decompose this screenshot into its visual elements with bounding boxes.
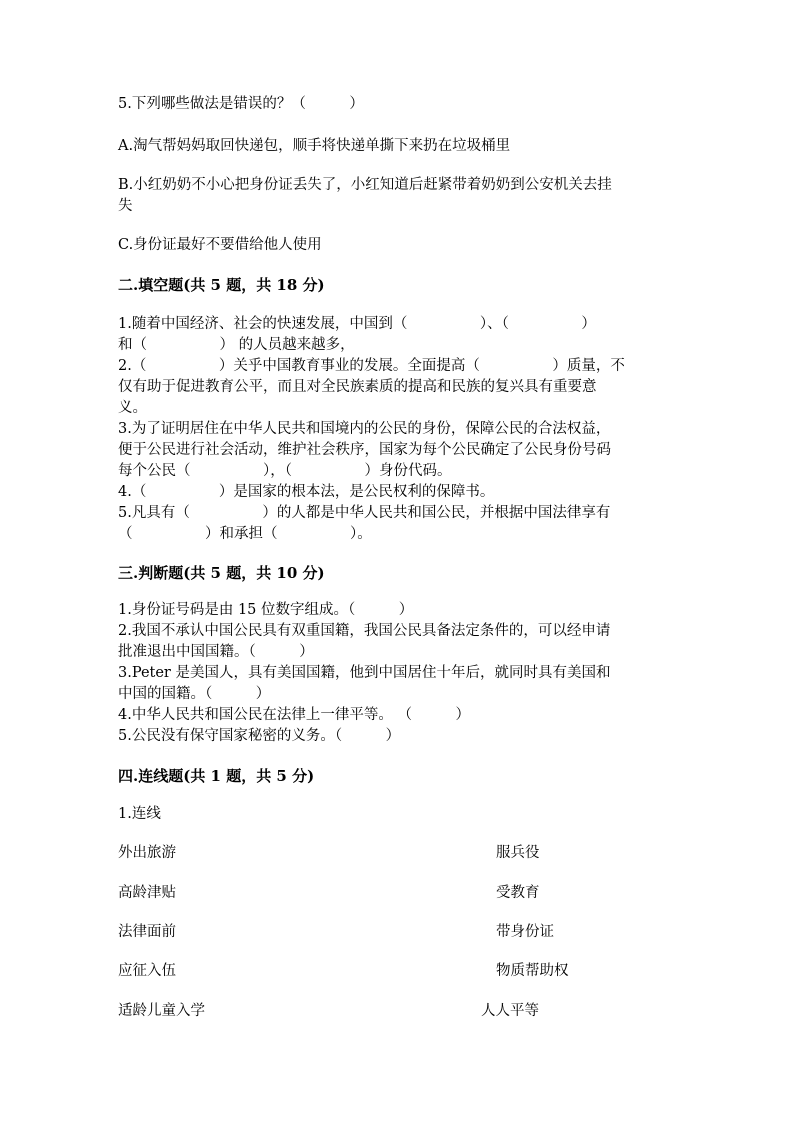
section2-line: 1.随着中国经济、社会的快速发展，中国到（ ）、（ ） [118,316,596,332]
section3-line: 3.Peter 是美国人，具有美国国籍，他到中国居住十年后，就同时具有美国和 [118,665,611,681]
section3-line: 4.中华人民共和国公民在法律上一律平等。 （ ） [118,707,470,723]
section2-title: 二.填空题(共 5 题，共 18 分) [118,276,325,294]
section2-line: （ ）和承担（ ）。 [118,526,372,542]
section4-title: 四.连线题(共 1 题，共 5 分) [118,767,315,785]
match-right-item: 物质帮助权 [496,963,569,979]
section2-line: 便于公民进行社会活动，维护社会秩序，国家为每个公民确定了公民身份号码 [118,442,611,458]
section3-line: 1.身份证号码是由 15 位数字组成。（ ） [118,602,414,618]
section2-line: 4.（ ）是国家的根本法，是公民权利的保障书。 [118,484,495,500]
q5-stem: 5.下列哪些做法是错误的？（ ） [118,96,364,112]
match-right-item: 带身份证 [496,924,554,940]
match-left-item: 外出旅游 [118,845,176,861]
match-right-item: 服兵役 [496,845,540,861]
section3-line: 中国的国籍。（ ） [118,686,271,702]
section2-line: 3.为了证明居住在中华人民共和国境内的公民的身份，保障公民的合法权益， [118,421,611,437]
q5-option-b-line2: 失 [118,198,133,214]
section4-q1: 1.连线 [118,806,161,822]
q5-option-a: A.淘气帮妈妈取回快递包，顺手将快递单撕下来扔在垃圾桶里 [118,138,511,154]
section2-line: 每个公民（ ），（ ）身份代码。 [118,463,452,479]
section3-line: 5.公民没有保守国家秘密的义务。（ ） [118,728,401,744]
section2-line: 仅有助于促进教育公平，而且对全民族素质的提高和民族的复兴具有重要意 [118,379,597,395]
q5-option-b-line1: B.小红奶奶不小心把身份证丢失了，小红知道后赶紧带着奶奶到公安机关去挂 [118,177,612,193]
section3-line: 2.我国不承认中国公民具有双重国籍，我国公民具备法定条件的，可以经申请 [118,623,611,639]
match-left-item: 应征入伍 [118,963,176,979]
q5-option-c: C.身份证最好不要借给他人使用 [118,237,322,253]
section2-line: 义。 [118,400,147,416]
match-left-item: 高龄津贴 [118,885,176,901]
match-right-item: 受教育 [496,885,540,901]
match-right-item: 人人平等 [481,1003,539,1019]
section3-line: 批准退出中国国籍。（ ） [118,644,314,660]
section2-line: 5.凡具有（ ）的人都是中华人民共和国公民，并根据中国法律享有 [118,505,611,521]
section2-line: 2.（ ）关乎中国教育事业的发展。全面提高（ ）质量，不 [118,358,625,374]
section2-line: 和（ ） 的人员越来越多， [118,337,355,353]
match-left-item: 适龄儿童入学 [118,1003,205,1019]
match-left-item: 法律面前 [118,924,176,940]
section3-title: 三.判断题(共 5 题，共 10 分) [118,564,325,582]
